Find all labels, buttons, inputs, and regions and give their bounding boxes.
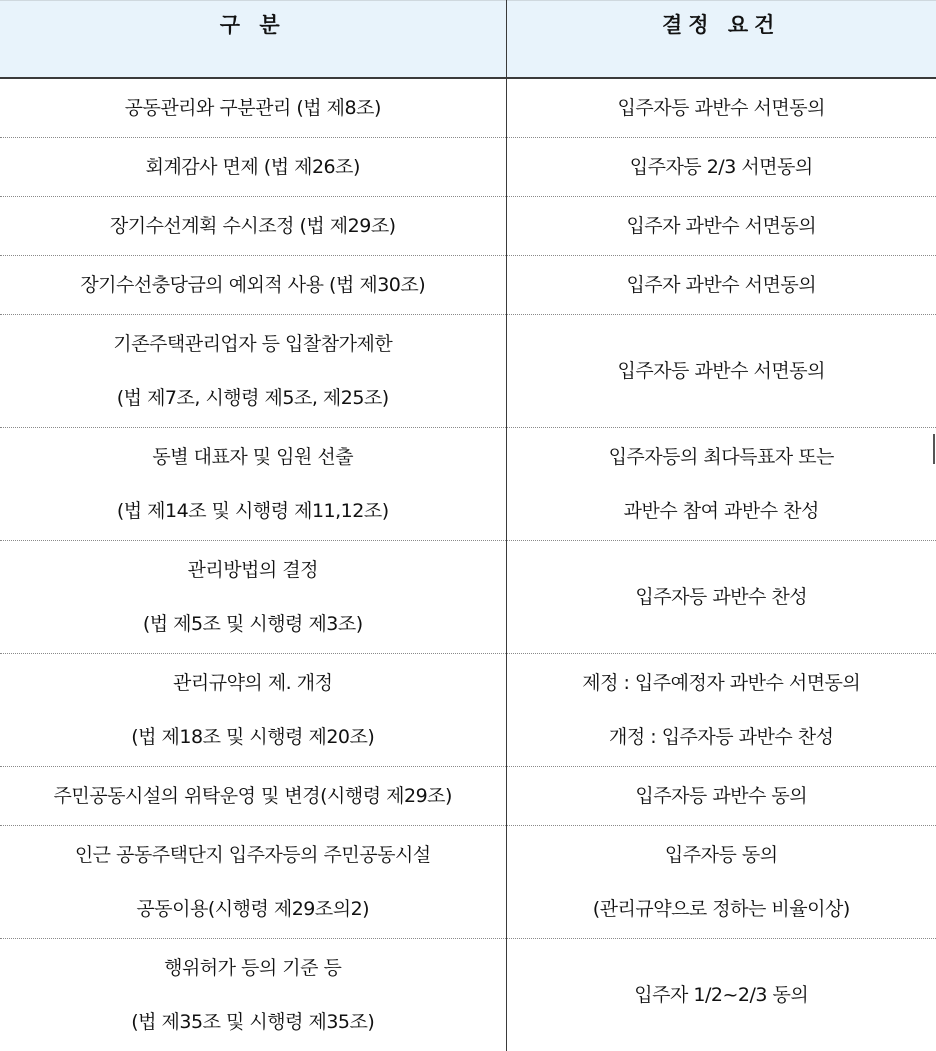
requirement-cell	[506, 826, 936, 939]
header-category: 구 분	[0, 1, 506, 79]
category-line: 관리방법의 결정	[0, 543, 506, 597]
category-line: 장기수선계획 수시조정 (법 제29조)	[0, 197, 506, 255]
table-row	[0, 541, 936, 654]
requirement-line: 입주자등 과반수 동의	[507, 767, 936, 825]
requirement-line: 입주자등 과반수 서면동의	[507, 79, 936, 137]
category-line: (법 제18조 및 시행령 제20조)	[0, 710, 506, 764]
table-row	[0, 256, 936, 315]
requirement-line: 입주자 1/2~2/3 동의	[507, 968, 936, 1022]
table-row	[0, 315, 936, 428]
category-line: 회계감사 면제 (법 제26조)	[0, 138, 506, 196]
requirement-cell	[506, 138, 936, 197]
requirement-line: 입주자등 동의	[507, 828, 936, 882]
category-cell	[0, 767, 506, 826]
table-row	[0, 138, 936, 197]
table-row	[0, 428, 936, 541]
category-cell	[0, 78, 506, 138]
table-row	[0, 939, 936, 1051]
requirement-cell	[506, 939, 936, 1051]
requirement-cell	[506, 541, 936, 654]
category-line: 기존주택관리업자 등 입찰참가제한	[0, 317, 506, 371]
category-cell	[0, 197, 506, 256]
category-cell	[0, 654, 506, 767]
requirement-line: 과반수 참여 과반수 찬성	[507, 484, 936, 538]
category-line: (법 제14조 및 시행령 제11,12조)	[0, 484, 506, 538]
requirement-cell	[506, 767, 936, 826]
requirement-line: 입주자등 과반수 서면동의	[507, 344, 936, 398]
category-line: 관리규약의 제. 개정	[0, 656, 506, 710]
requirement-line: 입주자 과반수 서면동의	[507, 256, 936, 314]
table-row	[0, 78, 936, 138]
requirement-cell	[506, 256, 936, 315]
category-cell	[0, 428, 506, 541]
table-row	[0, 197, 936, 256]
category-cell	[0, 826, 506, 939]
category-cell	[0, 939, 506, 1051]
requirement-cell	[506, 315, 936, 428]
category-line: 인근 공동주택단지 입주자등의 주민공동시설	[0, 828, 506, 882]
category-cell	[0, 256, 506, 315]
requirement-cell	[506, 78, 936, 138]
category-cell	[0, 315, 506, 428]
category-line: (법 제5조 및 시행령 제3조)	[0, 597, 506, 651]
category-line: 공동이용(시행령 제29조의2)	[0, 882, 506, 936]
category-line: 주민공동시설의 위탁운영 및 변경(시행령 제29조)	[0, 767, 506, 825]
table-row	[0, 767, 936, 826]
table-row	[0, 826, 936, 939]
category-line: 동별 대표자 및 임원 선출	[0, 430, 506, 484]
requirement-line: 입주자등 2/3 서면동의	[507, 138, 936, 196]
requirement-line: 제정 : 입주예정자 과반수 서면동의	[507, 656, 936, 710]
requirement-line: 입주자등 과반수 찬성	[507, 570, 936, 624]
header-requirement: 결정 요건	[506, 1, 936, 79]
table-header-row	[0, 1, 936, 79]
requirement-cell	[506, 428, 936, 541]
requirement-cell	[506, 654, 936, 767]
category-line: (법 제35조 및 시행령 제35조)	[0, 995, 506, 1049]
category-cell	[0, 138, 506, 197]
requirement-line: 입주자등의 최다득표자 또는	[507, 430, 936, 484]
category-cell	[0, 541, 506, 654]
category-line: 행위허가 등의 기준 등	[0, 941, 506, 995]
edge-marker	[933, 434, 935, 464]
requirement-line: 개정 : 입주자등 과반수 찬성	[507, 710, 936, 764]
requirement-cell	[506, 197, 936, 256]
category-line: 장기수선충당금의 예외적 사용 (법 제30조)	[0, 256, 506, 314]
requirement-line: 입주자 과반수 서면동의	[507, 197, 936, 255]
requirement-line: (관리규약으로 정하는 비율이상)	[507, 882, 936, 936]
table-row	[0, 654, 936, 767]
category-line: (법 제7조, 시행령 제5조, 제25조)	[0, 371, 506, 425]
category-line: 공동관리와 구분관리 (법 제8조)	[0, 79, 506, 137]
